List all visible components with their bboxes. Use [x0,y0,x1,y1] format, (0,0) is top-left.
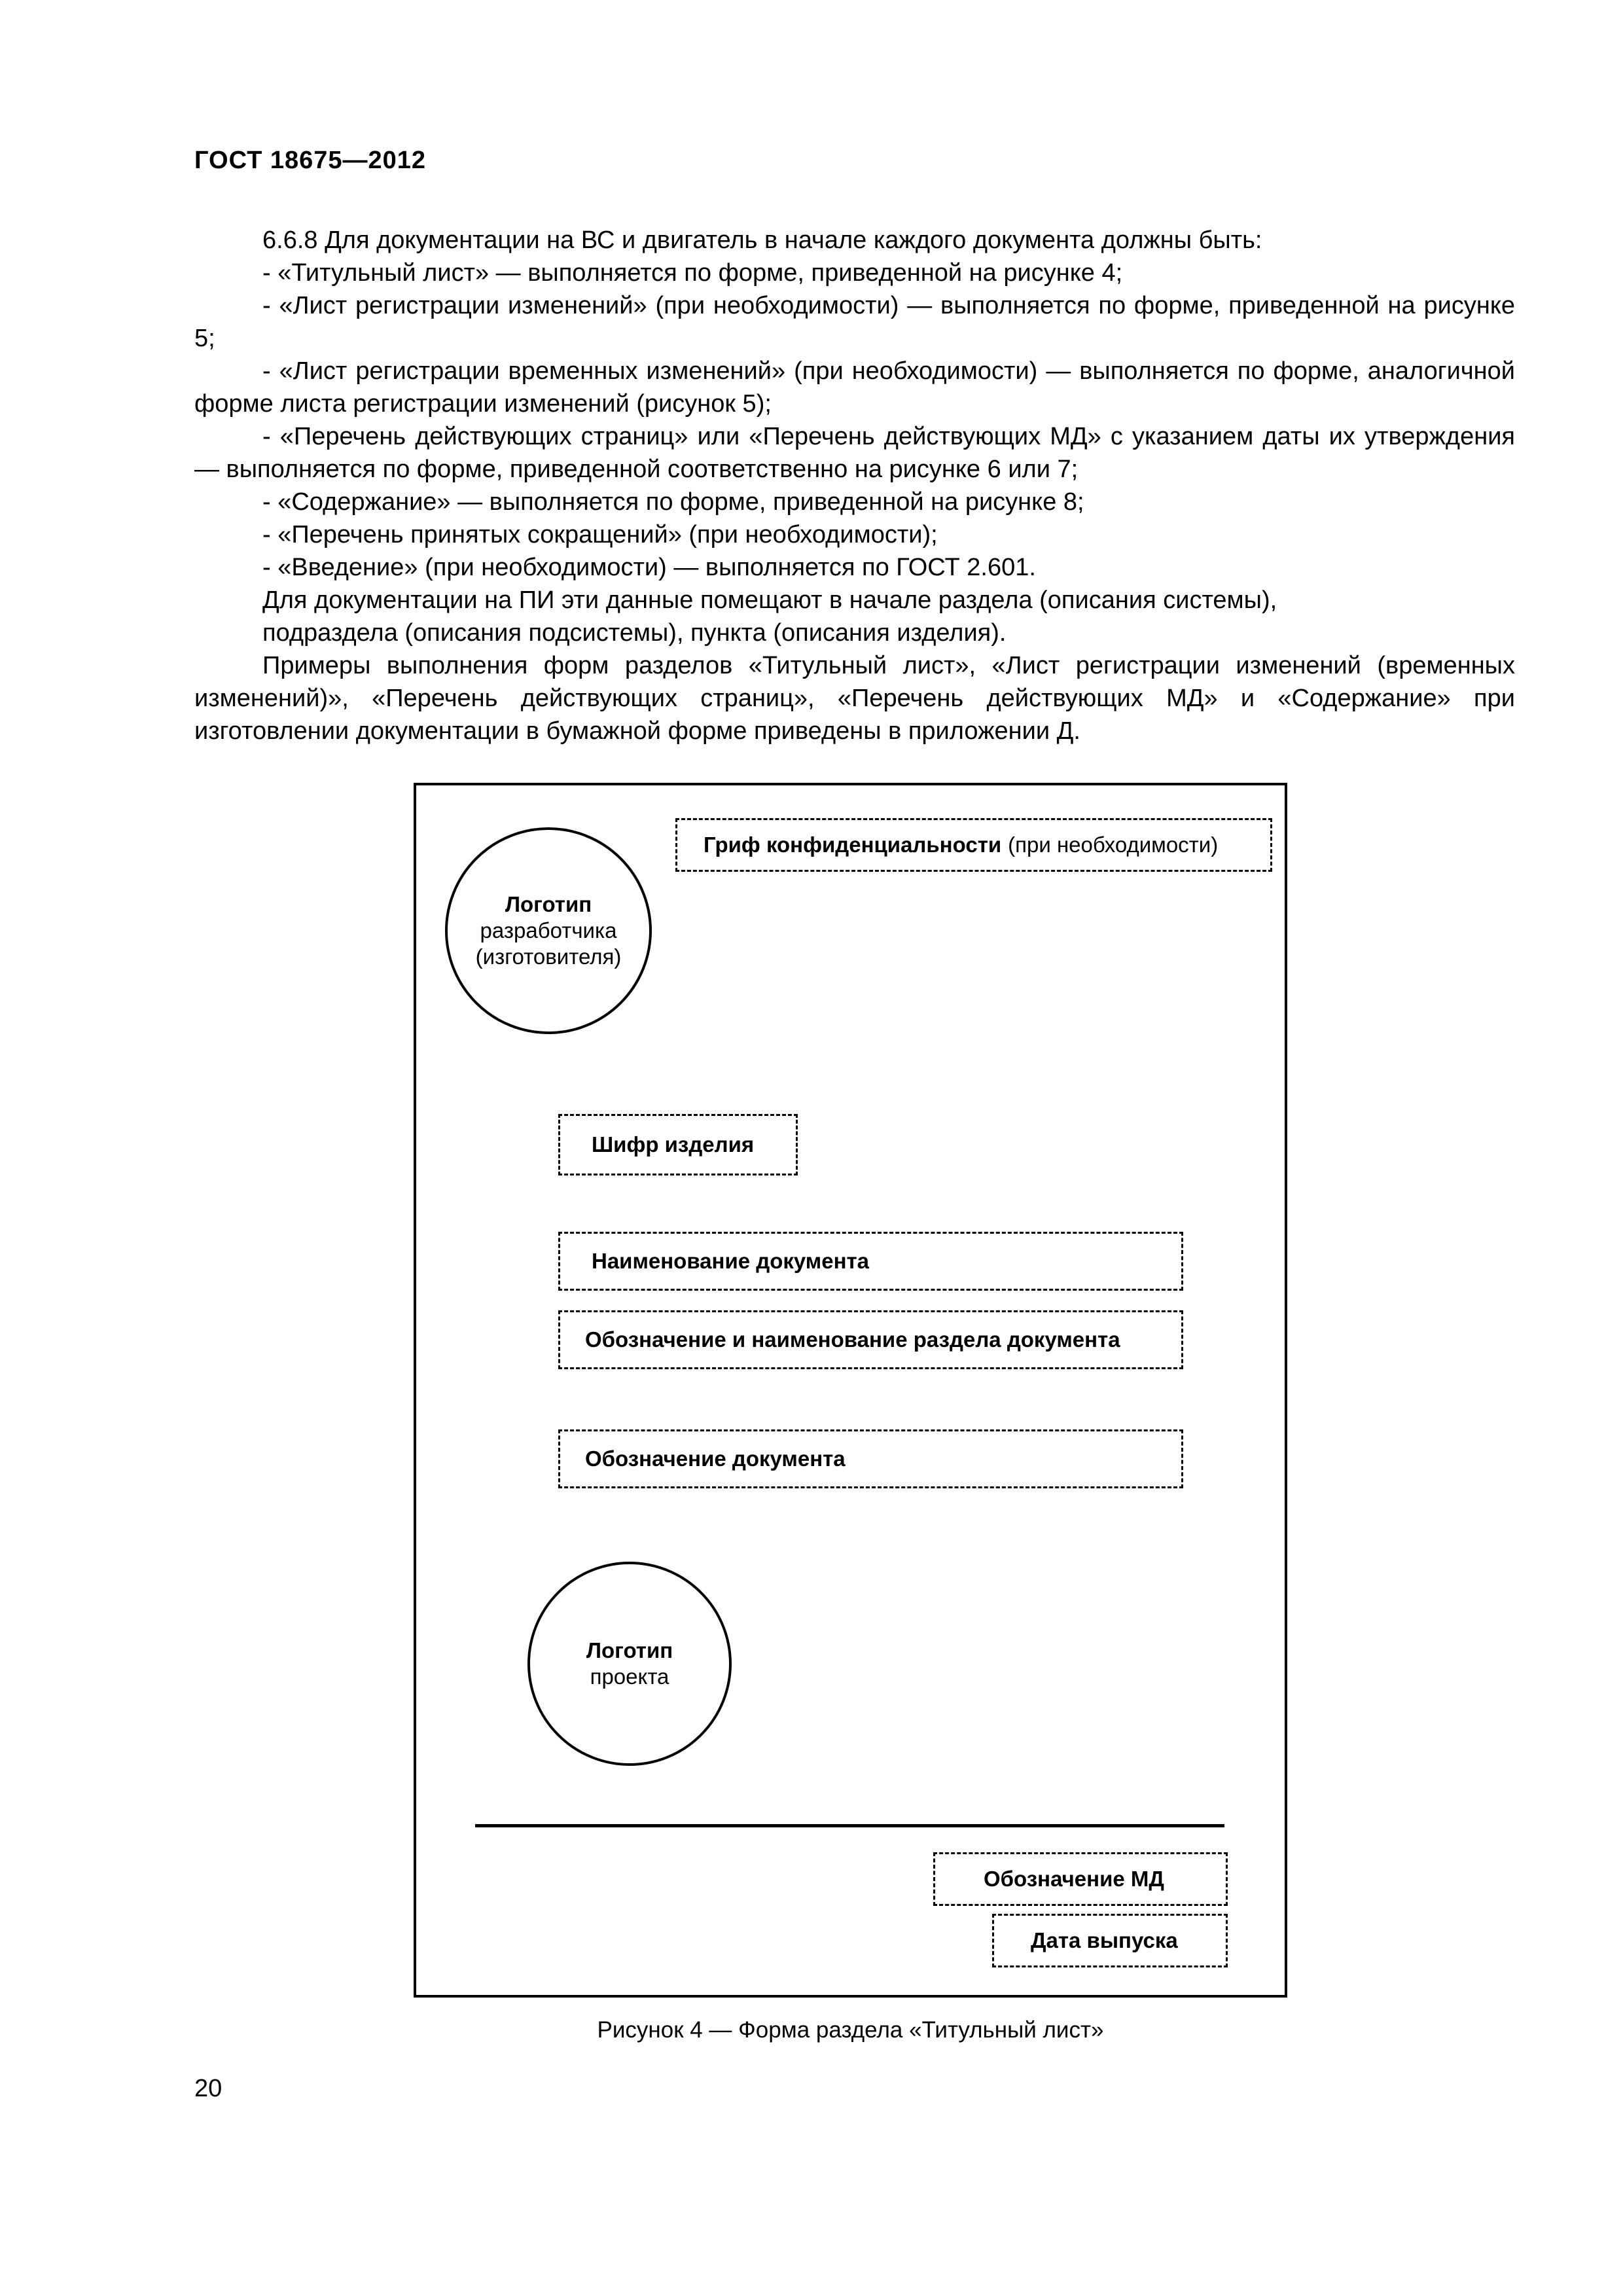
list-item: - «Введение» (при необходимости) — выполняется по ГОСТ 2.601. [262,554,1036,581]
confidentiality-label: Гриф конфиденциальности [704,833,1002,857]
release-date-label: Дата выпуска [1031,1928,1178,1952]
list-item: - «Лист регистрации изменений» (при необходимости) — выполняется по форме, приведенной на рисунке 5; [194,292,1515,352]
title-page-form-figure [414,783,1287,1998]
project-logo-line1: проекта [590,1664,669,1689]
developer-logo-line1: разработчика [480,918,617,942]
developer-logo-line2: (изготовителя) [475,944,622,969]
confidentiality-box [675,818,1272,872]
list-item: - «Перечень действующих страниц» или «Перечень действующих МД» с указанием даты их утверждения — выполняется по форме, приведенной соответственно на рисунке 6 или 7; [194,423,1515,483]
developer-logo-title: Логотип [505,892,592,916]
product-code-box [558,1114,798,1175]
document-header: ГОСТ 18675—2012 [194,147,427,174]
confidentiality-note: (при необходимости) [1008,833,1219,857]
document-name-label: Наименование документа [592,1249,870,1273]
body-text [194,224,1515,747]
project-logo-circle [527,1562,732,1766]
paragraph: Примеры выполнения форм разделов «Титульный лист», «Лист регистрации изменений (временных изменений)», «Перечень действующих страниц», «Перечень действующих МД» и «Содержание» при изготовлении документации в бумажной форме приведены в приложении Д. [194,652,1515,745]
md-designation-box [933,1852,1228,1906]
figure-caption: Рисунок 4 — Форма раздела «Титульный лист» [597,2017,1104,2043]
list-item: - «Лист регистрации временных изменений» (при необходимости) — выполняется по форме, аналогичной форме листа регистрации изменений (рисунок 5); [194,357,1515,418]
paragraph: подраздела (описания подсистемы), пункта (описания изделия). [262,619,1007,647]
paragraph: Для документации на ПИ эти данные помещают в начале раздела (описания системы), [262,586,1277,614]
product-code-label: Шифр изделия [592,1132,755,1157]
developer-logo-circle [445,827,652,1034]
page-number: 20 [194,2075,223,2102]
document-name-box [558,1232,1183,1291]
horizontal-divider [475,1824,1224,1827]
project-logo-title: Логотип [586,1638,673,1662]
list-item: - «Титульный лист» — выполняется по форме, приведенной на рисунке 4; [262,259,1123,287]
document-designation-box [558,1429,1183,1488]
list-item: - «Перечень принятых сокращений» (при необходимости); [262,521,938,548]
release-date-box [992,1914,1228,1967]
document-designation-label: Обозначение документа [585,1446,846,1471]
section-designation-box [558,1310,1183,1369]
list-item: - «Содержание» — выполняется по форме, приведенной на рисунке 8; [262,488,1084,516]
section-designation-label: Обозначение и наименование раздела документа [585,1327,1120,1352]
md-designation-label: Обозначение МД [984,1867,1164,1891]
paragraph: 6.6.8 Для документации на ВС и двигатель в начале каждого документа должны быть: [262,226,1262,254]
